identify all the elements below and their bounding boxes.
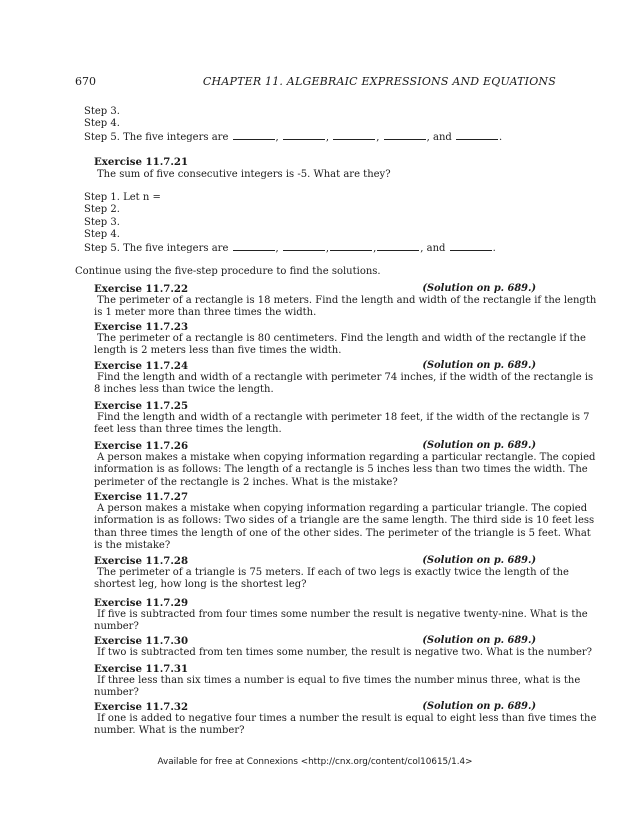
exercise-text-line: The perimeter of a rectangle is 80 centimeters. Find the length and width of the rectangle if the — [97, 333, 586, 344]
step-4: Step 4. — [84, 118, 120, 130]
and-text: , and — [420, 242, 446, 254]
solution-link[interactable]: (Solution on p. 689.) — [422, 283, 536, 294]
answer-blank — [450, 242, 492, 251]
exercise-title: Exercise 11.7.26 — [94, 440, 189, 452]
exercise-text-line: The perimeter of a triangle is 75 meters. If each of two legs is exactly twice the length of the — [97, 567, 569, 578]
page-footer: Available for free at Connexions <http://cnx.org/content/col10615/1.4> — [157, 757, 473, 767]
exercise-text-line: A person makes a mistake when copying information regarding a particular triangle. The copied — [97, 503, 588, 514]
exercise-text-line: 8 inches less than twice the length. — [94, 384, 274, 396]
exercise-text-line: shortest leg, how long is the shortest leg? — [94, 579, 307, 591]
exercise-text-line: number? — [94, 621, 139, 633]
exercise-title: Exercise 11.7.22 — [94, 283, 189, 295]
step-5-text: Step 5. The five integers are — [84, 242, 229, 254]
exercise-title: Exercise 11.7.29 — [94, 597, 189, 609]
exercise-text: The sum of five consecutive integers is -5. What are they? — [97, 169, 391, 180]
exercise-text-line: If five is subtracted from four times some number the result is negative twenty-nine. What is the — [97, 609, 588, 620]
continue-instruction: Continue using the five-step procedure to find the solutions. — [75, 266, 381, 277]
exercise-title: Exercise 11.7.27 — [94, 491, 189, 503]
step-5: Step 5. The five integers are , , , , and . — [84, 131, 503, 143]
exercise-text-line: feet less than three times the length. — [94, 424, 282, 436]
exercise-title: Exercise 11.7.31 — [94, 663, 189, 675]
answer-blank — [283, 131, 325, 140]
solution-link[interactable]: (Solution on p. 689.) — [422, 701, 536, 712]
exercise-text-line: number. What is the number? — [94, 725, 245, 737]
exercise-title: Exercise 11.7.24 — [94, 360, 189, 372]
and-text: , and — [426, 131, 452, 143]
solution-link[interactable]: (Solution on p. 689.) — [422, 635, 536, 646]
top-steps — [84, 106, 502, 144]
step-2: Step 2. — [84, 204, 120, 216]
exercise-text-line: The perimeter of a rectangle is 18 meters. Find the length and width of the rectangle if the length — [97, 295, 597, 306]
step-3: Step 3. — [84, 216, 120, 228]
solution-link[interactable]: (Solution on p. 689.) — [422, 440, 536, 451]
exercise-title: Exercise 11.7.32 — [94, 701, 189, 713]
exercise-title: Exercise 11.7.25 — [94, 400, 189, 412]
exercise-text-line: length is 2 meters less than five times the width. — [94, 345, 342, 357]
exercise-text-line: If two is subtracted from ten times some number, the result is negative two. What is the number? — [97, 647, 593, 658]
step-5-text: Step 5. The five integers are — [84, 131, 229, 143]
exercise-text-line: If three less than six times a number is equal to five times the number minus three, what is the — [97, 675, 581, 686]
exercise-text-line: information is as follows: The length of a rectangle is 5 inches less than two times the width. The — [94, 464, 588, 476]
step-5: Step 5. The five integers are , , , , and . — [84, 242, 496, 254]
answer-blank — [377, 242, 419, 251]
exercise-text-line: number? — [94, 687, 139, 699]
exercise-title: Exercise 11.7.30 — [94, 635, 189, 647]
exercise-text-line: than three times the length of one of the other sides. The perimeter of the triangle is 5 feet. What — [94, 527, 591, 539]
exercise-text-line: information is as follows: Two sides of a triangle are the same length. The third side is 10 feet less — [94, 515, 595, 527]
answer-blank — [384, 131, 426, 140]
solution-link[interactable]: (Solution on p. 689.) — [422, 555, 536, 566]
step-4: Step 4. — [84, 229, 120, 241]
answer-blank — [456, 131, 498, 140]
exercise-text-line: Find the length and width of a rectangle with perimeter 18 feet, if the width of the rectangle is 7 — [97, 412, 590, 423]
exercise-title: Exercise 11.7.28 — [94, 555, 189, 567]
answer-blank — [333, 131, 375, 140]
exercise-text-line: is the mistake? — [94, 540, 171, 552]
chapter-title: CHAPTER 11. ALGEBRAIC EXPRESSIONS AND EQUATIONS — [202, 75, 556, 88]
exercise-text-line: A person makes a mistake when copying information regarding a particular rectangle. The copied — [97, 452, 596, 463]
solution-link[interactable]: (Solution on p. 689.) — [422, 360, 536, 371]
exercise-title: Exercise 11.7.21 — [94, 156, 189, 168]
answer-blank — [283, 242, 325, 251]
exercise-text-line: Find the length and width of a rectangle with perimeter 74 inches, if the width of the rectangle is — [97, 372, 594, 383]
exercise-text-line: If one is added to negative four times a number the result is equal to eight less than five times the — [97, 713, 597, 724]
answer-blank — [233, 131, 275, 140]
exercise-text-line: perimeter of the rectangle is 2 inches. What is the mistake? — [94, 476, 398, 488]
step-3: Step 3. — [84, 106, 120, 117]
exercise-text-line: is 1 meter more than three times the width. — [94, 307, 317, 319]
exercise-21-steps — [84, 192, 496, 255]
step-1: Step 1. Let n = — [84, 192, 161, 203]
page-number: 670 — [75, 75, 96, 88]
exercise-title: Exercise 11.7.23 — [94, 321, 189, 333]
answer-blank — [330, 242, 372, 251]
answer-blank — [233, 242, 275, 251]
